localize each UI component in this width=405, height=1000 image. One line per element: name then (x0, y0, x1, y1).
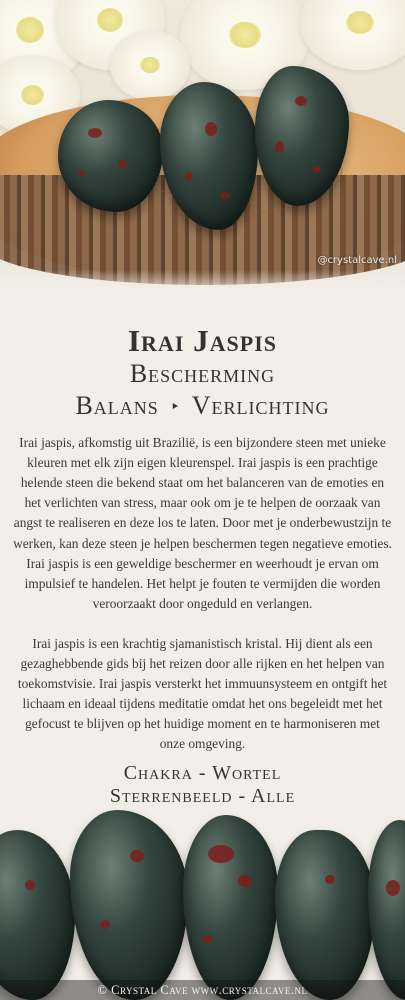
zodiac-line: Sterrenbeeld - Alle (109, 785, 296, 808)
description-paragraph: Irai jaspis, afkomstig uit Brazilië, is een bijzondere steen met unieke kleuren met elk zijn eigen kleurenspel. Irai jaspis is een prachtige helende steen die bekend staat om het balanceren van de emoties en het verlichten van stress, maar ook om je te helpen de oorzaak van angst te realiseren en deze los te laten. Door met je onderbewustzijn te werken, kan deze steen je helpen beschermen tegen negatieve emoties. Irai jaspis is een geweldige beschermer en weerhoudt je ervan om impulsief te handelen. Het helpt je fouten te vermijden die worden veroorzaakt door ongeduld en verlangen. (13, 435, 392, 611)
jasper-stone (368, 820, 405, 1000)
page-title: Irai Jaspis (127, 323, 277, 358)
copyright-footer: © Crystal Cave www.crystalcave.nl (0, 980, 405, 1000)
photo-watermark: @crystalcave.nl (317, 255, 397, 266)
jasper-stone (0, 830, 75, 1000)
chakra-line: Chakra - Wortel (123, 762, 282, 785)
jasper-stone (58, 100, 163, 212)
jasper-stone (275, 830, 375, 1000)
subtitle-protection: Bescherming (129, 359, 276, 388)
flower (300, 0, 405, 70)
footer-photo (0, 800, 405, 1000)
jasper-stone (70, 810, 188, 1000)
jasper-stone (183, 815, 278, 1000)
header-photo (0, 0, 405, 300)
flower (110, 30, 190, 100)
separator-icon: ‣ (170, 399, 181, 417)
description-section (0, 300, 405, 808)
subtitle-balance-light (0, 391, 405, 423)
description-paragraph: Irai jaspis is een krachtig sjamanistisch kristal. Hij dient als een gezaghebbende gids bij het reizen door alle rijken en het helpen van toekomstvisie. Irai jaspis versterkt het immuunsysteem en ontgift het lichaam en ideaal tijdens meditatie omdat het ons begeleidt met het gefocust te blijven op het huidige moment en te harmoniseren met onze omgeving. (17, 635, 388, 752)
subtitle-balance: Balans (75, 391, 159, 420)
subtitle-light: Verlichting (191, 391, 330, 420)
fur-fade (0, 270, 405, 300)
